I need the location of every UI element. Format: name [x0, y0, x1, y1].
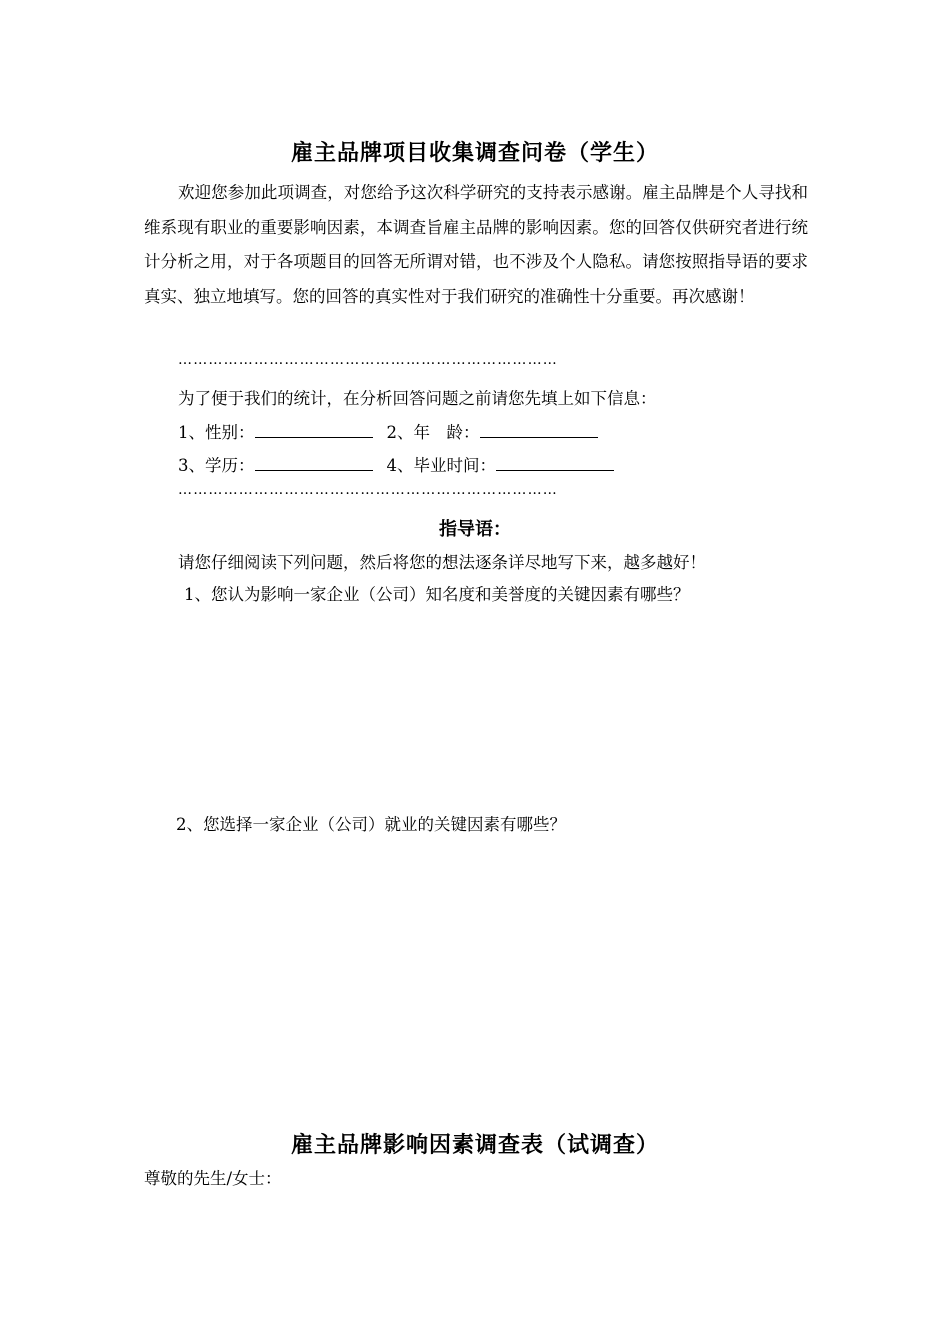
guide-text: 请您仔细阅读下列问题，然后将您的想法逐条详尽地写下来，越多越好！	[178, 553, 706, 572]
info-row-2	[178, 452, 628, 476]
graduation-label: 4、毕业时间：	[386, 456, 496, 475]
question-1: 1、您认为影响一家企业（公司）知名度和美誉度的关键因素有哪些？	[184, 585, 690, 604]
graduation-blank[interactable]	[496, 456, 614, 471]
question-2: 2、您选择一家企业（公司）就业的关键因素有哪些？	[176, 815, 566, 834]
age-blank[interactable]	[480, 423, 598, 438]
separator-dots-top: …………………………………………………………………	[178, 352, 558, 368]
guide-title: 指导语：	[439, 519, 511, 540]
intro-paragraph: 欢迎您参加此项调查，对您给予这次科学研究的支持表示感谢。雇主品牌是个人寻找和维系现有职业的重要影响因素，本调查旨雇主品牌的影响因素。您的回答仅供研究者进行统计分析之用，对于各项题目的回答无所谓对错，也不涉及个人隐私。请您按照指导语的要求真实、独立地填写。您的回答的真实性对于我们研究的准确性十分重要。再次感谢！	[144, 183, 808, 306]
survey-table-title: 雇主品牌影响因素调查表（试调查）	[290, 1133, 659, 1158]
separator-dots-bottom: …………………………………………………………………	[178, 482, 558, 498]
info-prompt: 为了便于我们的统计，在分析回答问题之前请您先填上如下信息：	[178, 389, 657, 408]
education-blank[interactable]	[255, 456, 373, 471]
gender-label: 1、性别：	[178, 423, 255, 442]
gender-blank[interactable]	[255, 423, 373, 438]
questionnaire-title: 雇主品牌项目收集调查问卷（学生）	[290, 141, 659, 166]
age-label: 2、年 龄：	[386, 423, 480, 442]
education-label: 3、学历：	[178, 456, 255, 475]
info-row-1	[178, 419, 612, 443]
salutation: 尊敬的先生/女士：	[144, 1169, 282, 1188]
